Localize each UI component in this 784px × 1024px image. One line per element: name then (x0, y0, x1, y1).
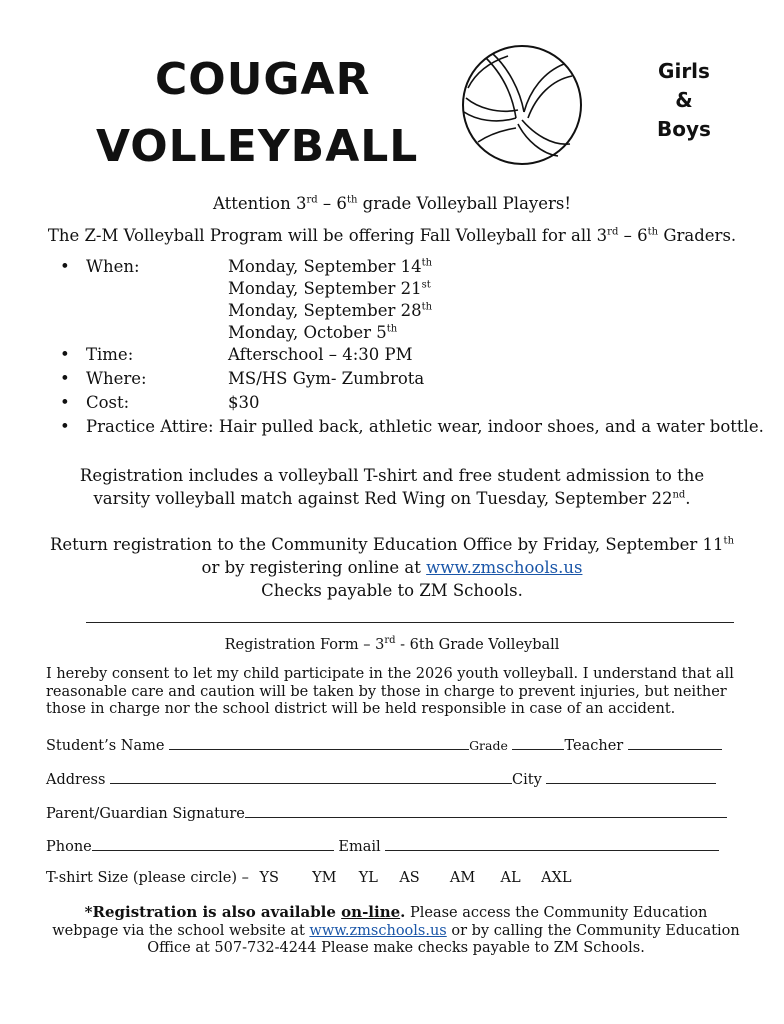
bullet: • (60, 345, 70, 364)
size-option[interactable]: AXL (541, 870, 572, 886)
bullet: • (60, 369, 70, 388)
volleyball-icon (460, 42, 584, 168)
footer-note: *Registration is also available on-line. Please access the Community Education webpage via the school website at www.zmschools.us or by calling the Community Education Office at 507-732-4244 Please make checks payable to ZM Schools. (52, 903, 740, 956)
teacher-field[interactable] (628, 735, 722, 750)
phone-field[interactable] (92, 836, 334, 851)
cost-value: $30 (228, 393, 260, 412)
side-label-ampersand: & (675, 88, 693, 112)
address-label: Address (46, 772, 106, 788)
list-item (60, 417, 780, 441)
email-field[interactable] (385, 836, 719, 851)
side-label-girls: Girls (658, 59, 710, 83)
where-label: Where: (86, 369, 147, 388)
city-label: City (512, 772, 542, 788)
phone-label: Phone (46, 839, 92, 855)
city-field[interactable] (546, 769, 716, 784)
consent-paragraph: I hereby consent to let my child participate in the 2026 youth volleyball. I understand that all reasonable care and caution will be taken by those in charge to prevent injuries, but neither those in charge nor the school district will be held responsible in case of an accident. (46, 666, 734, 717)
program-line: The Z-M Volleyball Program will be offering Fall Volleyball for all 3rd – 6th Graders. (47, 226, 737, 245)
student-label: Student’s Name (46, 738, 165, 754)
teacher-label: Teacher (564, 738, 624, 754)
list-item (60, 323, 780, 345)
list-item (60, 369, 780, 393)
address-row (46, 769, 716, 788)
size-option[interactable]: AS (399, 870, 420, 886)
registration-line-2: varsity volleyball match against Red Wing on Tuesday, September 22nd. (93, 489, 691, 508)
online-line: or by registering online at www.zmschools.us (201, 558, 583, 577)
bullet: • (60, 257, 70, 276)
tshirt-label: T-shirt Size (please circle) – (46, 870, 249, 886)
date-4: Monday, October 5th (228, 323, 398, 342)
signature-label: Parent/Guardian Signature (46, 806, 245, 822)
date-3: Monday, September 28th (228, 301, 433, 320)
size-option[interactable]: YS (259, 870, 279, 886)
title-line-2: VOLLEYBALL (96, 121, 419, 172)
footer-website-link[interactable]: www.zmschools.us (309, 922, 447, 939)
size-option[interactable]: AL (500, 870, 521, 886)
grade-label: Grade (469, 738, 508, 753)
registration-line-1: Registration includes a volleyball T-shirt and free student admission to the (79, 466, 705, 485)
time-label: Time: (86, 345, 134, 364)
list-item (60, 301, 780, 323)
cost-label: Cost: (86, 393, 130, 412)
website-link[interactable]: www.zmschools.us (426, 558, 583, 577)
title-line-1: COUGAR (155, 54, 371, 105)
when-label: When: (86, 257, 140, 276)
email-label: Email (338, 839, 381, 855)
signature-field[interactable] (245, 803, 727, 818)
checks-line: Checks payable to ZM Schools. (261, 581, 523, 600)
time-value: Afterschool – 4:30 PM (228, 345, 413, 364)
student-name-field[interactable] (169, 735, 469, 750)
where-value: MS/HS Gym- Zumbrota (228, 369, 425, 388)
list-item (60, 393, 780, 417)
bullet: • (60, 393, 70, 412)
date-1: Monday, September 14th (228, 257, 433, 276)
attire-text: Practice Attire: Hair pulled back, athletic wear, indoor shoes, and a water bottle. (86, 417, 764, 436)
list-item (60, 279, 780, 301)
signature-row (46, 803, 727, 822)
attention-line: Attention 3rd – 6th grade Volleyball Players! (213, 194, 571, 213)
tshirt-row (46, 870, 581, 886)
form-title: Registration Form – 3rd - 6th Grade Volleyball (224, 635, 560, 653)
return-line: Return registration to the Community Education Office by Friday, September 11th (49, 535, 735, 554)
phone-row (46, 836, 719, 855)
address-field[interactable] (110, 769, 512, 784)
size-option[interactable]: AM (449, 870, 476, 886)
details-list (60, 257, 780, 441)
student-row (46, 735, 722, 754)
size-option[interactable]: YL (358, 870, 378, 886)
list-item (60, 257, 780, 279)
side-label-boys: Boys (657, 117, 711, 141)
bullet: • (60, 417, 70, 436)
list-item (60, 345, 780, 369)
grade-field[interactable] (512, 735, 564, 750)
size-option[interactable]: YM (312, 870, 337, 886)
date-2: Monday, September 21st (228, 279, 431, 298)
divider (86, 622, 734, 623)
